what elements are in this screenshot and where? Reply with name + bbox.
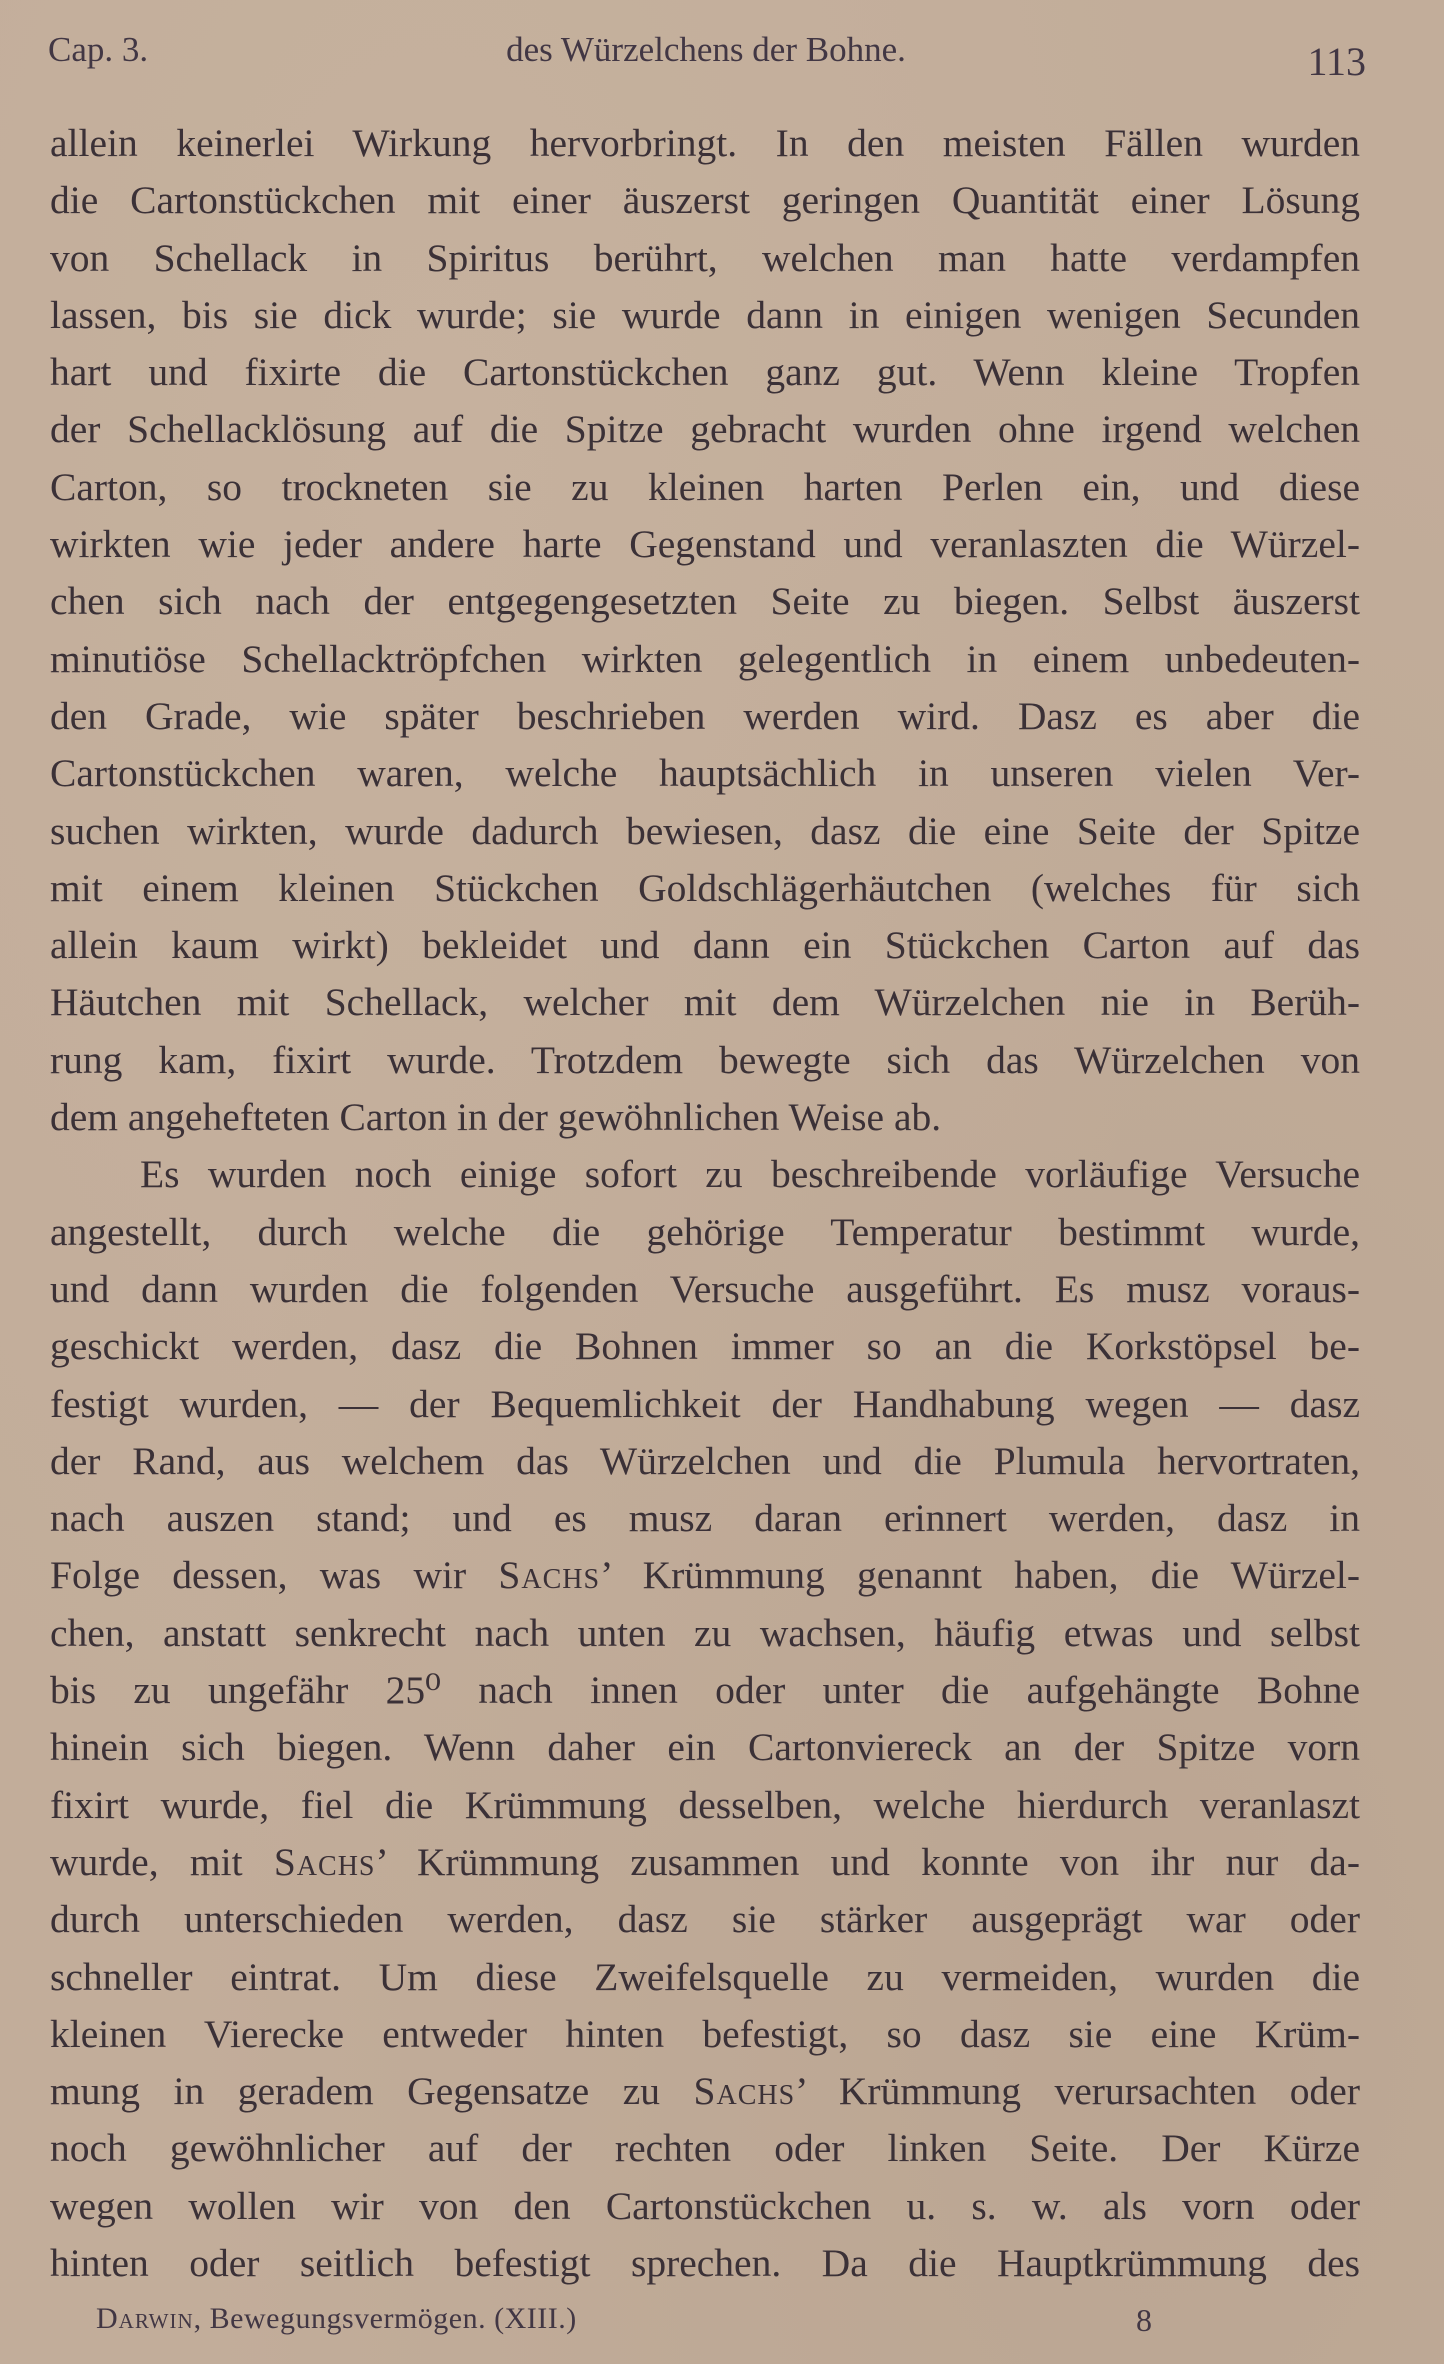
author-name-sachs: Sachs <box>693 2069 796 2114</box>
text-line: Carton, so trockneten sie zu kleinen harten Perlen ein, und diese <box>50 464 1360 509</box>
footer-imprint <box>96 2302 577 2336</box>
text-line: allein kaum wirkt) bekleidet und dann ein Stückchen Carton auf das <box>50 923 1360 968</box>
footer-work: , Bewegungsvermögen. (XIII.) <box>193 2302 577 2335</box>
text-line: der Schellacklösung auf die Spitze gebracht wurden ohne irgend welchen <box>50 407 1360 452</box>
text-line: chen sich nach der entgegengesetzten Seite zu biegen. Selbst äuszerst <box>50 579 1360 624</box>
text-line: suchen wirkten, wurde dadurch bewiesen, dasz die eine Seite der Spitze <box>50 808 1360 853</box>
text-line: hinten oder seitlich befestigt sprechen. Da die Hauptkrümmung des <box>50 2240 1360 2285</box>
text-line: rung kam, fixirt wurde. Trotzdem bewegte sich das Würzelchen von <box>50 1037 1360 1082</box>
page-number: 113 <box>1307 39 1366 84</box>
author-name-sachs: Sachs <box>273 1839 376 1884</box>
text-segment: mung in geradem Gegensatze zu <box>50 2069 694 2114</box>
footer-author: Darwin <box>96 2302 194 2335</box>
text-line: hart und fixirte die Cartonstückchen ganz gut. Wenn kleine Tropfen <box>50 350 1360 395</box>
chapter-label: Cap. 3. <box>48 30 149 69</box>
body-text <box>50 115 1360 2292</box>
text-line: mit einem kleinen Stückchen Goldschlägerhäutchen (welches für sich <box>50 865 1360 910</box>
text-line: allein keinerlei Wirkung hervorbringt. In den meisten Fällen wurden <box>50 121 1360 165</box>
text-segment: ’ Krümmung zusammen und konnte von ihr nur da- <box>375 1839 1360 1884</box>
text-line: minutiöse Schellacktröpfchen wirkten gelegentlich in einem unbedeuten- <box>50 636 1360 681</box>
text-line: schneller eintrat. Um diese Zweifelsquelle zu vermeiden, wurden die <box>50 1954 1360 1999</box>
text-line: chen, anstatt senkrecht nach unten zu wachsen, häufig etwas und selbst <box>50 1610 1360 1655</box>
text-segment: Folge dessen, was wir <box>50 1553 499 1598</box>
text-line: der Rand, aus welchem das Würzelchen und die Plumula hervortraten, <box>50 1438 1360 1483</box>
text-line: wirkten wie jeder andere harte Gegenstand und veranlaszten die Würzel- <box>50 522 1360 567</box>
text-line: von Schellack in Spiritus berührt, welchen man hatte verdampfen <box>50 235 1360 280</box>
text-line: angestellt, durch welche die gehörige Temperatur bestimmt wurde, <box>50 1209 1360 1254</box>
text-line: die Cartonstückchen mit einer äuszerst geringen Quantität einer Lösung <box>50 178 1360 223</box>
text-line: noch gewöhnlicher auf der rechten oder linken Seite. Der Kürze <box>50 2126 1360 2171</box>
text-line: Cartonstückchen waren, welche hauptsächlich in unseren vielen Ver- <box>50 751 1360 796</box>
text-segment: ’ Krümmung verursachten oder <box>795 2069 1360 2114</box>
text-segment: ’ Krümmung genannt haben, die Würzel- <box>600 1553 1360 1598</box>
text-segment: wurde, mit <box>50 1839 274 1884</box>
text-line: lassen, bis sie dick wurde; sie wurde dann in einigen wenigen Secunden <box>50 292 1360 337</box>
signature-mark: 8 <box>1136 2302 1152 2338</box>
text-line: und dann wurden die folgenden Versuche ausgeführt. Es musz voraus- <box>50 1266 1360 1311</box>
text-line: wegen wollen wir von den Cartonstückchen u. s. w. als vorn oder <box>50 2183 1360 2228</box>
text-line: Häutchen mit Schellack, welcher mit dem Würzelchen nie in Berüh- <box>50 980 1360 1025</box>
author-name-sachs: Sachs <box>498 1553 601 1598</box>
text-line: kleinen Vierecke entweder hinten befestigt, so dasz sie eine Krüm- <box>50 2011 1360 2056</box>
signature-footer <box>96 2302 1176 2346</box>
paragraph-start-line: Es wurden noch einige sofort zu beschreibende vorläufige Versuche <box>140 1152 1360 1197</box>
text-line-with-name <box>50 2063 1360 2120</box>
running-title: des Würzelchens der Bohne. <box>506 30 906 69</box>
text-line-with-name <box>50 1834 1360 1891</box>
text-line: geschickt werden, dasz die Bohnen immer so an die Korkstöpsel be- <box>50 1324 1360 1369</box>
text-line: bis zu ungefähr 25⁰ nach innen oder unter die aufgehängte Bohne <box>50 1668 1360 1713</box>
text-line: fixirt wurde, fiel die Krümmung desselben, welche hierdurch veranlaszt <box>50 1782 1360 1827</box>
paragraph-end-line: dem angehefteten Carton in der gewöhnlichen Weise ab. <box>50 1095 942 1140</box>
text-line: nach auszen stand; und es musz daran erinnert werden, dasz in <box>50 1496 1360 1541</box>
text-line: hinein sich biegen. Wenn daher ein Cartonviereck an der Spitze vorn <box>50 1725 1360 1770</box>
text-line: durch unterschieden werden, dasz sie stärker ausgeprägt war oder <box>50 1897 1360 1942</box>
text-line-with-name <box>50 1547 1360 1604</box>
running-head <box>48 26 1364 86</box>
text-line: den Grade, wie später beschrieben werden wird. Dasz es aber die <box>50 693 1360 738</box>
text-line: festigt wurden, — der Bequemlichkeit der Handhabung wegen — dasz <box>50 1381 1360 1426</box>
